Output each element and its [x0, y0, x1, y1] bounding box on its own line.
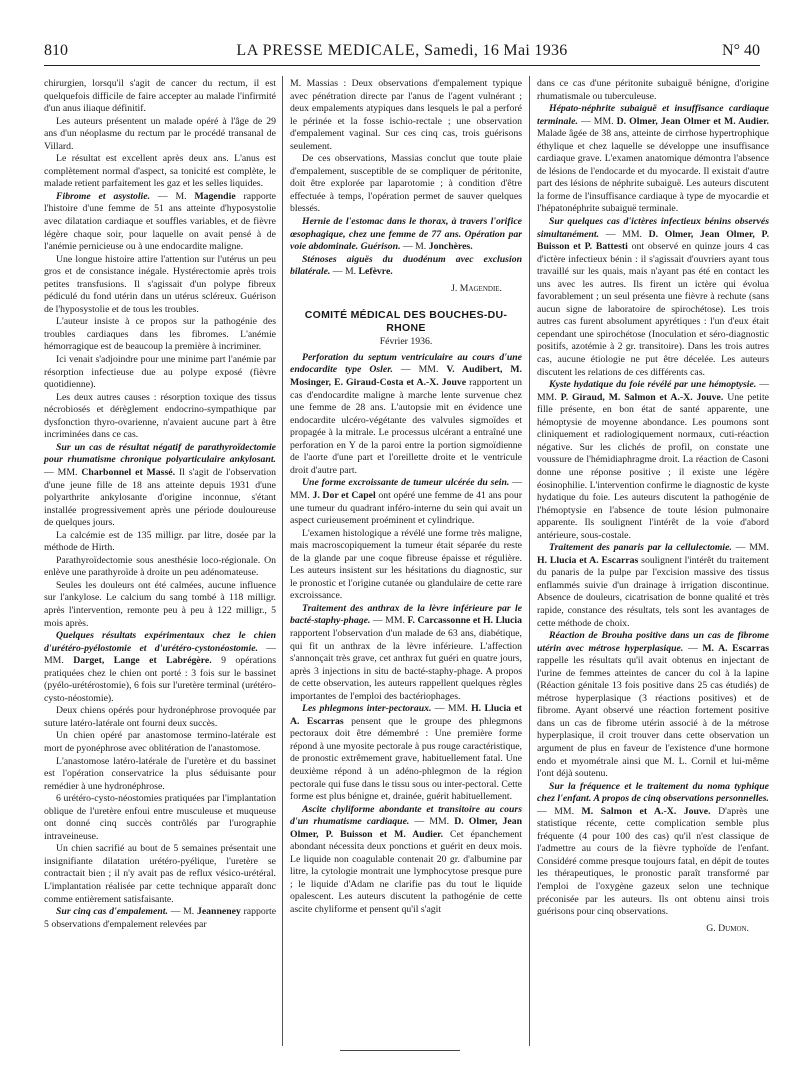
- abstract-entry: [290, 352, 522, 477]
- abstract-author: Charbonnel et Massé.: [81, 466, 176, 478]
- abstract-text: Malade âgée de 38 ans, atteinte de cirrhose hypertrophique éthylique et chez laquelle se développe une insuffisance cardiaque grave. L'examen anatomique démontra l'absence de lésions de l'endocarde et du myocarde. Il existait d'autre part des lésions de néphrite subaiguë. Les auteurs discutent la forme de l'insuffisance cardiaque à type de myocardie et l'hépatonéphrite subaiguë terminale.: [537, 128, 769, 215]
- issue-date: Samedi, 16 Mai 1936: [424, 42, 568, 59]
- abstract-title: Fibrome et asystolie.: [56, 190, 151, 202]
- column-2: [290, 78, 522, 917]
- paragraph: chirurgien, lorsqu'il s'agit de cancer du rectum, il est quelquefois difficile de faire accepter au malade l'infirmité d'un anus iliaque définitif.: [44, 78, 276, 115]
- closing-rule: [340, 1050, 460, 1051]
- abstract-text: rappelle les résultats qu'il avait obtenus en injectant de l'urine de femmes atteintes de cancer du col à la lapine (Réaction génitale 13 fois positive dans 25 cas étudiés) de métrose hyperplasique (3 réactions positives) et de fibrome. Ayant observé une réaction fortement positive dans un cas de fibrome utérin associé à de la métrose hyperplasique, il croit trouver dans cette observation un argument de plus en faveur de l'existence d'une hormone endo et myométrale ainsi que M. L. Cornil et lui-même l'ont déjà soutenu.: [537, 655, 769, 780]
- abstract-text: ont opéré une femme de 41 ans pour une tumeur du quadrant inféro-interne du sein qui avait un aspect curieusement proéminent et cylindrique.: [290, 489, 522, 527]
- dash: — MM.: [44, 642, 276, 667]
- abstract-title: Hernie de l'estomac dans le thorax, à travers l'orifice œsophagique, chez une femme de 77 ans. Opération par voie abdominale. Guérison.: [290, 216, 522, 253]
- paragraph: Parathyroïdectomie sous anesthésie loco-régionale. On enlève une parathyroïde à droite un peu adénomateuse.: [44, 554, 276, 579]
- running-title: [44, 42, 760, 60]
- abstract-author: F. Carcassonne et H. Llucia: [407, 615, 523, 627]
- paragraph: L'examen histologique a révélé une forme très maligne, mais macroscopiquement la tumeur était séparée du reste de la glande par une coque fibreuse épaisse et régulière. Les auteurs insistent sur les hésitations du diagnostic, sur le pronostic et l'origine cutanée ou glandulaire de cette rare excroissance.: [290, 527, 522, 602]
- dash: — MM.: [731, 542, 769, 554]
- abstract-title: Sur un cas de résultat négatif de parathyroïdectomie pour rhumatisme chronique polyarticulaire ankylosant.: [44, 441, 276, 466]
- abstract-entry: [537, 781, 769, 919]
- abstract-author: Darget, Lange et Labrégère.: [73, 655, 212, 667]
- abstract-entry: [537, 216, 769, 379]
- abstract-title: Kyste hydatique du foie révélé par une hémoptysie.: [549, 379, 757, 391]
- paragraph: Un chien opéré par anastomose termino-latérale est mort de pyonéphrose avec oblitération de l'anastomose.: [44, 730, 276, 754]
- abstract-text: rapporte l'histoire d'une femme de 51 ans atteinte d'hyposystolie avec dilatation cardiaque et souffles variables, et de fièvre légère chaque soir, pour laquelle on avait pensé à de l'anémie pernicieuse ou à une endocardite maligne.: [44, 190, 277, 253]
- abstract-title: Sténoses aiguës du duodénum avec exclusion bilatérale.: [290, 253, 522, 278]
- paragraph: Une longue histoire attire l'attention sur l'utérus un peu gros et de consistance inégale. Hystérectomie après trois petites transfusions. Il s'agissait d'un polype fibreux pédiculé du fond utérin dans un utérus scléreux. Guérison de l'hyposystolie et de tous les troubles.: [44, 253, 276, 315]
- running-header: [44, 42, 760, 66]
- column-1: [44, 78, 276, 931]
- abstract-author: H. Llucia et A. Escarras: [290, 703, 522, 727]
- issue-number: N° 40: [722, 42, 760, 59]
- abstract-entry: [290, 804, 522, 917]
- dash: — MM.: [392, 364, 447, 376]
- paragraph: Seules les douleurs ont été calmées, aucune influence sur l'ankylose. Le calcium du sang tombé à 118 milligr. après l'intervention, remonte peu à peu à 122 milligr., 5 mois après.: [44, 579, 276, 629]
- abstract-entry: [44, 906, 276, 931]
- abstract-title: Hépato-néphrite subaiguë et insuffisance cardiaque terminale.: [537, 103, 769, 127]
- abstract-title: Traitement des anthrax de la lèvre inférieure par le bacté-staphy-phage.: [290, 602, 522, 627]
- abstract-title: Quelques résultats expérimentaux chez le chien d'urétéro-pyélostomie et d'urétéro-cystonéostomie.: [44, 630, 276, 654]
- section-heading: COMITÉ MÉDICAL DES BOUCHES-DU-RHONE: [304, 309, 508, 334]
- abstract-entry: [44, 442, 276, 530]
- paragraph: Deux chiens opérés pour hydronéphrose provoquée par suture latéro-latérale ont fourni deux succès.: [44, 705, 276, 729]
- abstract-entry: [537, 542, 769, 630]
- paragraph: M. Massias : Deux observations d'empalement typique avec pénétration directe par l'anus de l'agent vulnérant ; deux empalements atypiques dans lesquels le pal a perforé le périnée et la fosse ischio-rectale ; une observation d'empalement vaginal. Sur ces cinq cas, trois guérisons seulement.: [290, 78, 522, 152]
- abstract-author: Jonchères.: [428, 241, 473, 253]
- abstract-title: Sur la fréquence et le traitement du noma typhique chez l'enfant. A propos de cinq observations personnelles.: [537, 780, 769, 805]
- paragraph: La calcémie est de 135 milligr. par litre, dosée par la méthode de Hirth.: [44, 529, 276, 554]
- abstract-text: 9 opérations pratiquées chez le chien ont porté : 3 fois sur le bassinet (pyélo-urétérostomie), 6 fois sur l'uretère terminal (urétéro-cysto-néostomie).: [44, 655, 276, 704]
- paragraph: L'auteur insiste à ce propos sur la pathogénie des troubles cardiaques dans les fibromes. L'anémie hémorragique est de beaucoup la première à incriminer.: [44, 316, 276, 353]
- abstract-author: Jeanneney: [196, 906, 241, 918]
- paragraph: Un chien sacrifié au bout de 5 semaines présentait une insignifiante dilatation urétéro-pyélique, l'uretère se contractait bien ; il n'y avait pas de reflux vésico-urétéral. L'implantation réalisée par cette technique apparaît donc comme entièrement satisfaisante.: [44, 843, 276, 905]
- abstract-entry: [44, 630, 276, 705]
- abstract-author: D. Olmer, Jean Olmer, P. Buisson et M. Audier.: [290, 816, 522, 840]
- abstract-title: Réaction de Brouha positive dans un cas de fibrome utérin avec métrose hyperplasique.: [537, 630, 769, 654]
- abstract-text: Une petite fille présente, en bon état de santé apparente, une hémoptysie de moyenne abondance. Les poumons sont cliniquement et radiologiquement normaux, cuti-réaction négative. Sur les clichés de profil, on constate une voussure de l'hémidiaphragme droit. La réaction de Casoni donne une réponse positive ; il existe une légère éosinophilie. L'intervention confirme le diagnostic de kyste hydatique du foie. Les auteurs discutent la pathogénie de l'hémoptysie en l'absence de toute lésion pulmonaire apparente. Ils soulignent l'intérêt de la voie d'abord antérieure, sous-costale.: [537, 391, 769, 541]
- abstract-title: Perforation du septum ventriculaire au cours d'une endocardite type Osler.: [290, 351, 522, 376]
- paragraph: dans ce cas d'une péritonite subaiguë bénigne, d'origine rhumatismale ou tuberculeuse.: [537, 78, 769, 102]
- dash: — MM.: [577, 115, 617, 127]
- abstract-author: D. Olmer, Jean Olmer, P. Buisson et P. Battesti: [537, 228, 770, 253]
- abstract-text: rapportent un cas d'endocardite maligne à marche lente survenue chez une femme de 28 ans. L'autopsie mit en évidence une endocardite ulcéro-végétante des valvules sigmoïdes et propagée à la mitrale. Le processus ulcérant a entraîné une perforation en Y de la paroi entre la portion sigmoïdienne de l'aorte d'une part et l'oreillette droite et le ventricule droit d'autre part.: [290, 377, 522, 476]
- paragraph: Les auteurs présentent un malade opéré à l'âge de 29 ans d'un néoplasme du rectum par le procédé transanal de Villard.: [44, 115, 276, 152]
- header-rule: [44, 65, 760, 66]
- journal-name: LA PRESSE MEDICALE,: [236, 42, 420, 59]
- abstract-title: Les phlegmons inter-pectoraux.: [302, 703, 432, 715]
- abstract-author: Lefèvre.: [358, 266, 393, 278]
- signature: G. Dumon.: [706, 922, 749, 934]
- dash: — MM.: [599, 228, 649, 240]
- dash: — M.: [167, 906, 197, 918]
- paragraph: Les deux autres causes : résorption toxique des tissus nécrobiosés et dérèglement endocrino-sympathique par dysfonction thyro-ovarienne, n'avaient aucune part à être incriminées dans ce cas.: [44, 391, 276, 441]
- abstract-entry: [537, 630, 769, 781]
- abstract-author: P. Giraud, M. Salmon et A.-X. Jouve.: [560, 391, 724, 403]
- abstract-text: soulignent l'intérêt du traitement du panaris de la pulpe par l'excision massive des tissus enflammés suivie d'un drainage à irrigation discontinue. Absence de douleurs, cicatrisation de bonne qualité et très rapide, constance des résultats, tels sont les avantages de cette méthode de choix.: [537, 554, 769, 629]
- signature: J. Magendie.: [451, 282, 502, 294]
- dash: —: [683, 642, 703, 654]
- abstract-entry: [290, 703, 522, 803]
- paragraph: Ici venait s'adjoindre pour une minime part l'anémie par résorption infectieuse due au polype exposé (fièvre quotidienne).: [44, 354, 276, 391]
- abstract-text: ont observé en quinze jours 4 cas d'ictère infectieux bénin : il s'agissait d'ouvriers ayant tous travaillé sur les quais, mais n'ayant pas été en contact les uns avec les autres. Ils firent un ictère qui évolua favorablement ; un seul présenta une fièvre à rechute (sans aucun signe de laboratoire de spirochétose). Les trois autres cas furent absolument apyrétiques : l'un d'eux était cependant une spirochétose (Inoculation et séro-diagnostic positifs, azotémie à 2 gr. transitoire). Dans les trois autres cas, aucune étiologie ne put être décelée. Les auteurs discutent les relations de ces différents cas.: [537, 241, 769, 378]
- dash: — M.: [150, 190, 195, 202]
- paragraph: L'anastomose latéro-latérale de l'uretère et du bassinet est l'opération conservatrice la plus séduisante pour remédier à une hydronéphrose.: [44, 755, 276, 792]
- column-divider: [282, 76, 283, 1046]
- abstract-title: Sur quelques cas d'ictères infectieux bénins observés simultanément.: [537, 216, 769, 240]
- dash: — MM.: [537, 379, 769, 403]
- abstract-author: J. Dor et Capel: [312, 489, 376, 501]
- abstract-entry: [537, 379, 769, 542]
- abstract-title: Sur cinq cas d'empalement.: [56, 906, 168, 918]
- paragraph: De ces observations, Massias conclut que toute plaie d'empalement, susceptible de se compliquer de péritonite, doit être explorée par laparotomie ; à condition d'être effectuée à temps, l'opération permet de sauver quelques blessés.: [290, 153, 522, 215]
- dash: — MM.: [370, 615, 408, 627]
- abstract-text: rapportent l'observation d'un malade de 63 ans, diabétique, qui fit un anthrax de la lèvre inférieure. L'affection s'annonçait très grave, cet anthrax fut guéri en quatre jours, après 3 injections in situ de bacté-staphy-phage. A propos de cette observation, les auteurs rappellent quelques règles importantes de l'emploi des bactériophages.: [290, 627, 522, 702]
- abstract-author: H. Llucia et A. Escarras: [537, 554, 639, 566]
- abstract-entry: [290, 216, 522, 254]
- abstract-text: Il s'agit de l'observation d'une jeune fille de 18 ans atteinte depuis 1931 d'une polyarthrite ankylosante d'origine inconnue, s'étant installée progressivement après une période douloureuse de quelques jours.: [44, 466, 276, 529]
- dash: — MM.: [537, 805, 582, 817]
- abstract-entry: [290, 603, 522, 703]
- dash: — MM.: [290, 477, 522, 501]
- column-divider: [529, 76, 530, 1046]
- abstract-entry: [290, 477, 522, 527]
- dash: — M.: [330, 266, 359, 278]
- dash: — M.: [400, 241, 429, 253]
- section-date: Février 1936.: [379, 336, 433, 348]
- paragraph: 6 urétéro-cysto-néostomies pratiquées par l'implantation oblique de l'uretère enfoui entre musculeuse et muqueuse ont donné cinq succès contrôlés par l'urographie intraveineuse.: [44, 793, 276, 842]
- abstract-title: Une forme excroissante de tumeur ulcérée du sein.: [302, 477, 510, 489]
- abstract-text: rapporte 5 observations d'empalement relevées par: [44, 906, 277, 930]
- abstract-entry: [44, 191, 276, 254]
- abstract-author: Magendie: [194, 190, 236, 202]
- paragraph: Le résultat est excellent après deux ans. L'anus est complètement normal d'aspect, sa tonicité est complète, le malade retient parfaitement les gaz et les selles liquides.: [44, 153, 276, 190]
- abstract-entry: [290, 254, 522, 279]
- abstract-author: M. Salmon et A.-X. Jouve.: [581, 805, 711, 817]
- column-3: [537, 78, 769, 935]
- page-number: 810: [44, 42, 68, 59]
- dash: — MM.: [44, 466, 82, 478]
- abstract-title: Traitement des panaris par la cellulectomie.: [549, 542, 732, 554]
- abstract-text: pensent que le groupe des phlegmons pectoraux doit être démembré : Une première forme répond à une myosite pectorale à pus rouge caractéristique, de pronostic extrêmement grave, habituellement fatal. Une deuxième répond à un adéno-phlegmon de la région pectorale qui fuse dans le tissu sous ou inter-pectoral. Cette forme est plus bénigne et, drainée, guérit habituellement.: [290, 715, 522, 803]
- abstract-title: Ascite chyliforme abondante et transitoire au cours d'un rhumatisme cardiaque.: [290, 803, 522, 828]
- abstract-text: D'après une statistique récente, cette complication semble plus fréquente (4 pour 100 des cas) qu'il n'est classique de l'admettre au cours de la fièvre typhoïde de l'enfant. Considéré comme presque toujours fatal, en dépit de toutes les thérapeutiques, le pronostic paraît transformé par l'emploi de l'oxygène gazeux selon une technique préconisée par les auteurs. Ils ont obtenu ainsi trois guérisons pour cinq observations.: [537, 805, 769, 918]
- abstract-entry: [537, 103, 769, 216]
- abstract-author: D. Olmer, Jean Olmer et M. Audier.: [616, 115, 769, 127]
- abstract-author: M. A. Escarras: [702, 642, 770, 654]
- abstract-author: V. Audibert, M. Mosinger, E. Giraud-Costa et A.-X. Jouve: [290, 364, 522, 389]
- dash: — MM.: [431, 703, 472, 715]
- abstract-text: Cet épanchement abondant nécessita deux ponctions et guérit en deux mois. Le liquide non coagulable contenait 20 gr. d'albumine par litre, la cytologie montrait une lymphocytose presque pure ; le liquide d'Adam ne clarifie pas du tout le liquide opalescent. Les auteurs discutent la pathogénie de cette ascite chyliforme et pensent qu'il s'agit: [290, 828, 522, 915]
- dash: — MM.: [409, 816, 455, 828]
